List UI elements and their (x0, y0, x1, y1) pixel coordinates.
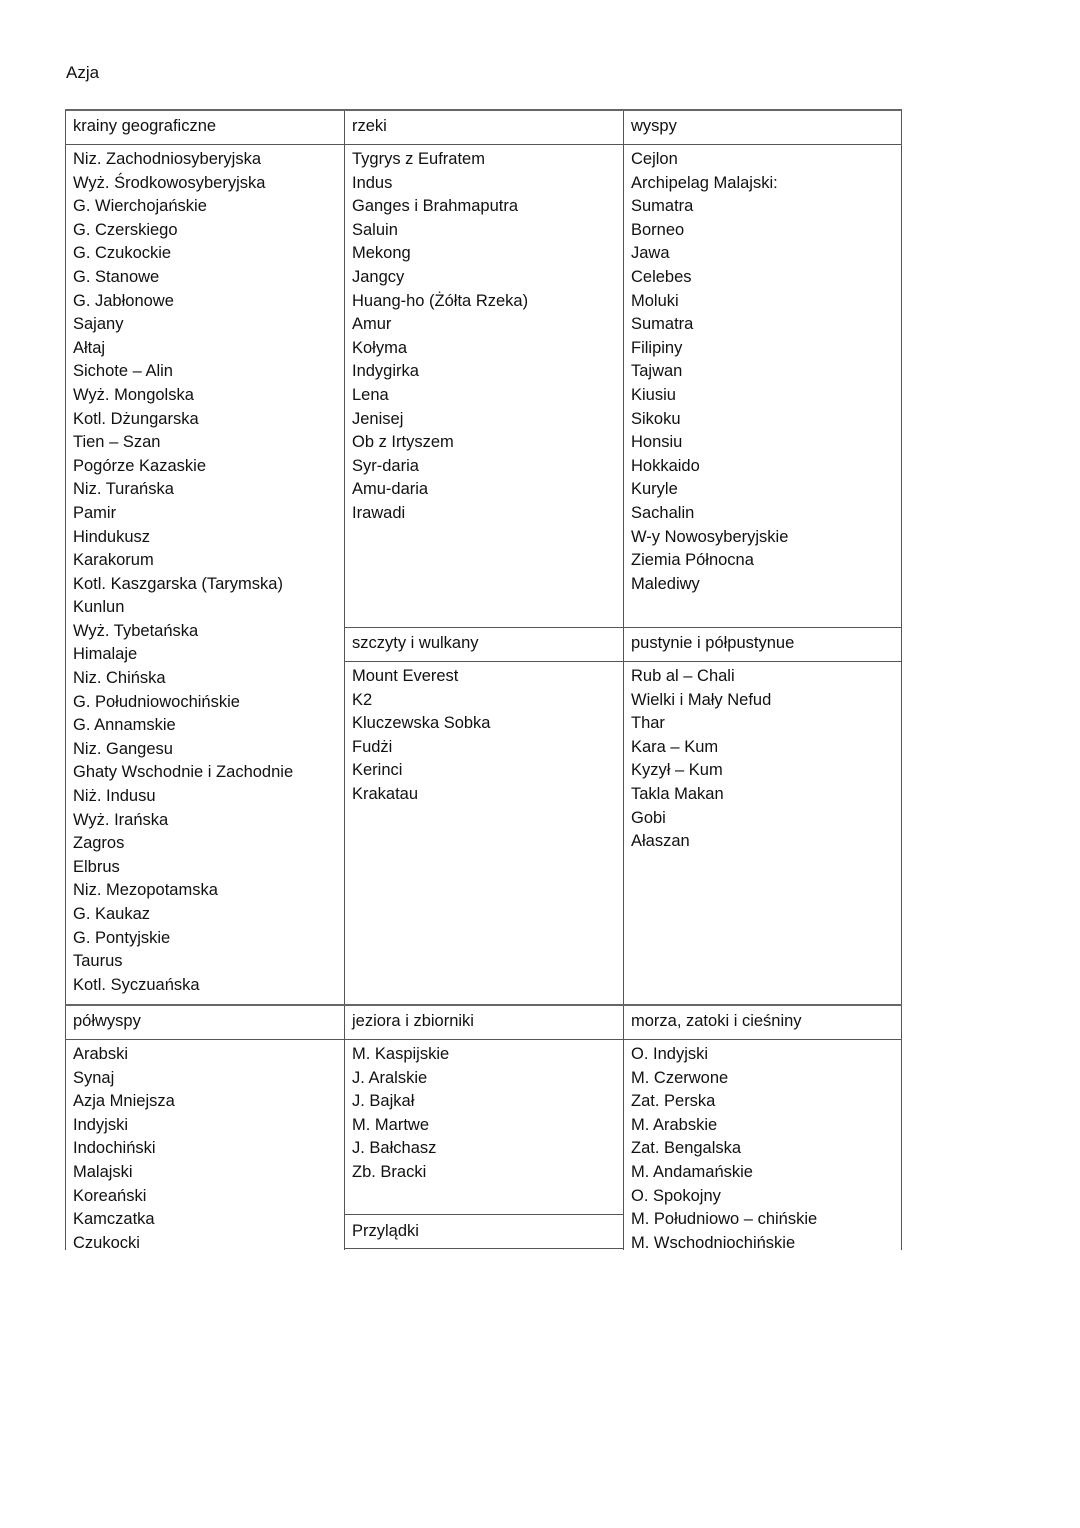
krainy-item: G. Annamskie (73, 716, 176, 735)
rzeki-item: Syr-daria (352, 456, 419, 475)
szczyty-list (352, 665, 491, 807)
polwyspy-item: Indyjski (73, 1115, 129, 1134)
header-separator-3-top (65, 1004, 902, 1006)
krainy-item: G. Wierchojańskie (73, 197, 207, 216)
morza-item: M. Wschodniochińskie (631, 1233, 796, 1252)
pustynie-item: Ałaszan (631, 832, 690, 851)
wyspy-item: Jawa (631, 244, 670, 263)
header-pustynie: pustynie i półpustynue (631, 634, 795, 652)
krainy-item: G. Pontyjskie (73, 928, 171, 947)
wyspy-item: Celebes (631, 267, 692, 286)
jeziora-list (352, 1043, 449, 1185)
morza-item: M. Czerwone (631, 1068, 729, 1087)
table-divider-2 (623, 109, 624, 1250)
szczyty-item: Kerinci (352, 761, 403, 780)
rzeki-item: Amu-daria (352, 480, 429, 499)
wyspy-item: Kiusiu (631, 385, 676, 404)
header-polwyspy: półwyspy (73, 1012, 141, 1030)
wyspy-item: Sachalin (631, 503, 695, 522)
szczyty-item: Krakatau (352, 784, 419, 803)
krainy-item: G. Jabłonowe (73, 291, 174, 310)
szczyty-item: K2 (352, 690, 373, 709)
table-border-left (65, 109, 66, 1250)
header-morza: morza, zatoki i cieśniny (631, 1012, 802, 1030)
morza-item: M. Arabskie (631, 1115, 718, 1134)
pustynie-item: Kara – Kum (631, 737, 719, 756)
polwyspy-item: Koreański (73, 1186, 147, 1205)
krainy-item: Zagros (73, 834, 125, 853)
krainy-item: Pamir (73, 503, 117, 522)
morza-item: M. Andamańskie (631, 1162, 753, 1181)
pustynie-item: Thar (631, 714, 665, 733)
wyspy-item: Sumatra (631, 197, 694, 216)
krainy-item: Hindukusz (73, 527, 151, 546)
wyspy-item: Sikoku (631, 409, 681, 428)
wyspy-item: Archipelag Malajski: (631, 173, 778, 192)
krainy-item: Ghaty Wschodnie i Zachodnie (73, 763, 294, 782)
krainy-item: G. Południowochińskie (73, 692, 240, 711)
table-border-right (901, 109, 902, 1250)
morza-item: M. Południowo – chińskie (631, 1210, 818, 1229)
header-separator-2-bottom (344, 661, 902, 662)
header-szczyty: szczyty i wulkany (352, 634, 479, 652)
wyspy-item: Tajwan (631, 362, 683, 381)
krainy-item: Wyż. Środkowosyberyjska (73, 173, 266, 192)
wyspy-list (631, 148, 788, 596)
krainy-item: Niz. Turańska (73, 480, 174, 499)
jeziora-item: J. Aralskie (352, 1068, 428, 1087)
szczyty-items (352, 665, 491, 807)
pustynie-items (631, 665, 771, 854)
krainy-list (73, 148, 293, 997)
rzeki-list (352, 148, 528, 526)
krainy-item: Niz. Chińska (73, 669, 166, 688)
krainy-item: G. Czukockie (73, 244, 172, 263)
jeziora-item: M. Kaspijskie (352, 1045, 450, 1063)
header-przyladki: Przylądki (352, 1222, 419, 1240)
pustynie-list (631, 665, 771, 854)
polwyspy-list (73, 1043, 175, 1255)
morza-item: O. Indyjski (631, 1045, 709, 1063)
krainy-item: G. Stanowe (73, 267, 160, 286)
krainy-item: Taurus (73, 952, 123, 971)
jeziora-item: J. Bajkał (352, 1092, 415, 1111)
wyspy-item: Hokkaido (631, 456, 700, 475)
rzeki-item: Jangcy (352, 267, 405, 286)
wyspy-item: Cejlon (631, 150, 678, 168)
rzeki-item: Amur (352, 315, 392, 334)
przyladki-separator-bottom (344, 1248, 623, 1249)
krainy-item: Elbrus (73, 857, 120, 876)
krainy-item: Sajany (73, 315, 124, 334)
krainy-item: Ałtaj (73, 338, 106, 357)
morza-list (631, 1043, 817, 1255)
krainy-item: Sichote – Alin (73, 362, 173, 381)
wyspy-items (631, 148, 788, 596)
krainy-item: Wyż. Mongolska (73, 385, 194, 404)
table-divider-1 (344, 109, 345, 1250)
wyspy-item: Kuryle (631, 480, 678, 499)
jeziora-item: J. Bałchasz (352, 1139, 437, 1158)
wyspy-item: W-y Nowosyberyjskie (631, 527, 789, 546)
krainy-item: Niż. Indusu (73, 787, 156, 806)
polwyspy-item: Malajski (73, 1162, 133, 1181)
pustynie-item: Rub al – Chali (631, 667, 735, 685)
polwyspy-item: Synaj (73, 1068, 115, 1087)
wyspy-item: Honsiu (631, 433, 683, 452)
krainy-item: Wyż. Irańska (73, 810, 169, 829)
pustynie-item: Kyzył – Kum (631, 761, 723, 780)
table-border-top (65, 109, 902, 111)
wyspy-item: Moluki (631, 291, 679, 310)
krainy-item: Niz. Gangesu (73, 739, 173, 758)
polwyspy-item: Arabski (73, 1045, 129, 1063)
rzeki-item: Ob z Irtyszem (352, 433, 454, 452)
szczyty-item: Mount Everest (352, 667, 459, 685)
krainy-item: Kunlun (73, 598, 125, 617)
header-separator-3-bottom (65, 1039, 902, 1040)
krainy-item: Kotl. Kaszgarska (Tarymska) (73, 574, 283, 593)
krainy-item: G. Czerskiego (73, 220, 178, 239)
pustynie-item: Takla Makan (631, 784, 724, 803)
polwyspy-item: Kamczatka (73, 1210, 155, 1229)
jeziora-item: Zb. Bracki (352, 1162, 427, 1181)
wyspy-item: Borneo (631, 220, 685, 239)
jeziora-items (352, 1043, 449, 1185)
rzeki-item: Ganges i Brahmaputra (352, 197, 519, 216)
morza-items (631, 1043, 817, 1255)
rzeki-item: Tygrys z Eufratem (352, 150, 485, 168)
krainy-item: Niz. Mezopotamska (73, 881, 218, 900)
przyladki-separator-top (344, 1214, 623, 1215)
rzeki-item: Jenisej (352, 409, 404, 428)
szczyty-item: Fudżi (352, 737, 393, 756)
morza-item: Zat. Perska (631, 1092, 716, 1111)
szczyty-item: Kluczewska Sobka (352, 714, 491, 733)
morza-item: O. Spokojny (631, 1186, 721, 1205)
rzeki-item: Indus (352, 173, 393, 192)
rzeki-item: Kołyma (352, 338, 408, 357)
krainy-item: Wyż. Tybetańska (73, 621, 199, 640)
rzeki-item: Saluin (352, 220, 398, 239)
page-title: Azja (66, 63, 100, 82)
rzeki-item: Mekong (352, 244, 411, 263)
krainy-item: G. Kaukaz (73, 905, 151, 923)
krainy-item: Kotl. Syczuańska (73, 975, 200, 994)
krainy-items (73, 148, 293, 997)
polwyspy-item: Azja Mniejsza (73, 1092, 175, 1111)
header-jeziora: jeziora i zbiorniki (352, 1012, 474, 1030)
krainy-item: Kotl. Dżungarska (73, 409, 199, 428)
krainy-item: Karakorum (73, 551, 154, 570)
header-krainy: krainy geograficzne (73, 117, 217, 135)
polwyspy-items (73, 1043, 175, 1255)
header-rzeki: rzeki (352, 117, 387, 135)
krainy-item: Himalaje (73, 645, 138, 664)
header-separator-1 (65, 144, 902, 145)
krainy-item: Pogórze Kazaskie (73, 456, 206, 475)
rzeki-items (352, 148, 528, 526)
rzeki-item: Indygirka (352, 362, 419, 381)
morza-item: Zat. Bengalska (631, 1139, 742, 1158)
krainy-item: Niz. Zachodniosyberyjska (73, 150, 261, 168)
header-wyspy: wyspy (631, 117, 677, 135)
rzeki-item: Irawadi (352, 503, 406, 522)
wyspy-item: Sumatra (631, 315, 694, 334)
polwyspy-item: Czukocki (73, 1233, 140, 1252)
pustynie-item: Gobi (631, 808, 666, 827)
rzeki-item: Huang-ho (Żółta Rzeka) (352, 291, 529, 310)
pustynie-item: Wielki i Mały Nefud (631, 690, 772, 709)
wyspy-item: Filipiny (631, 338, 683, 357)
wyspy-item: Ziemia Północna (631, 551, 754, 570)
wyspy-item: Malediwy (631, 574, 700, 593)
jeziora-item: M. Martwe (352, 1115, 430, 1134)
krainy-item: Tien – Szan (73, 433, 161, 452)
polwyspy-item: Indochiński (73, 1139, 156, 1158)
header-separator-2-top (344, 627, 902, 628)
rzeki-item: Lena (352, 385, 389, 404)
